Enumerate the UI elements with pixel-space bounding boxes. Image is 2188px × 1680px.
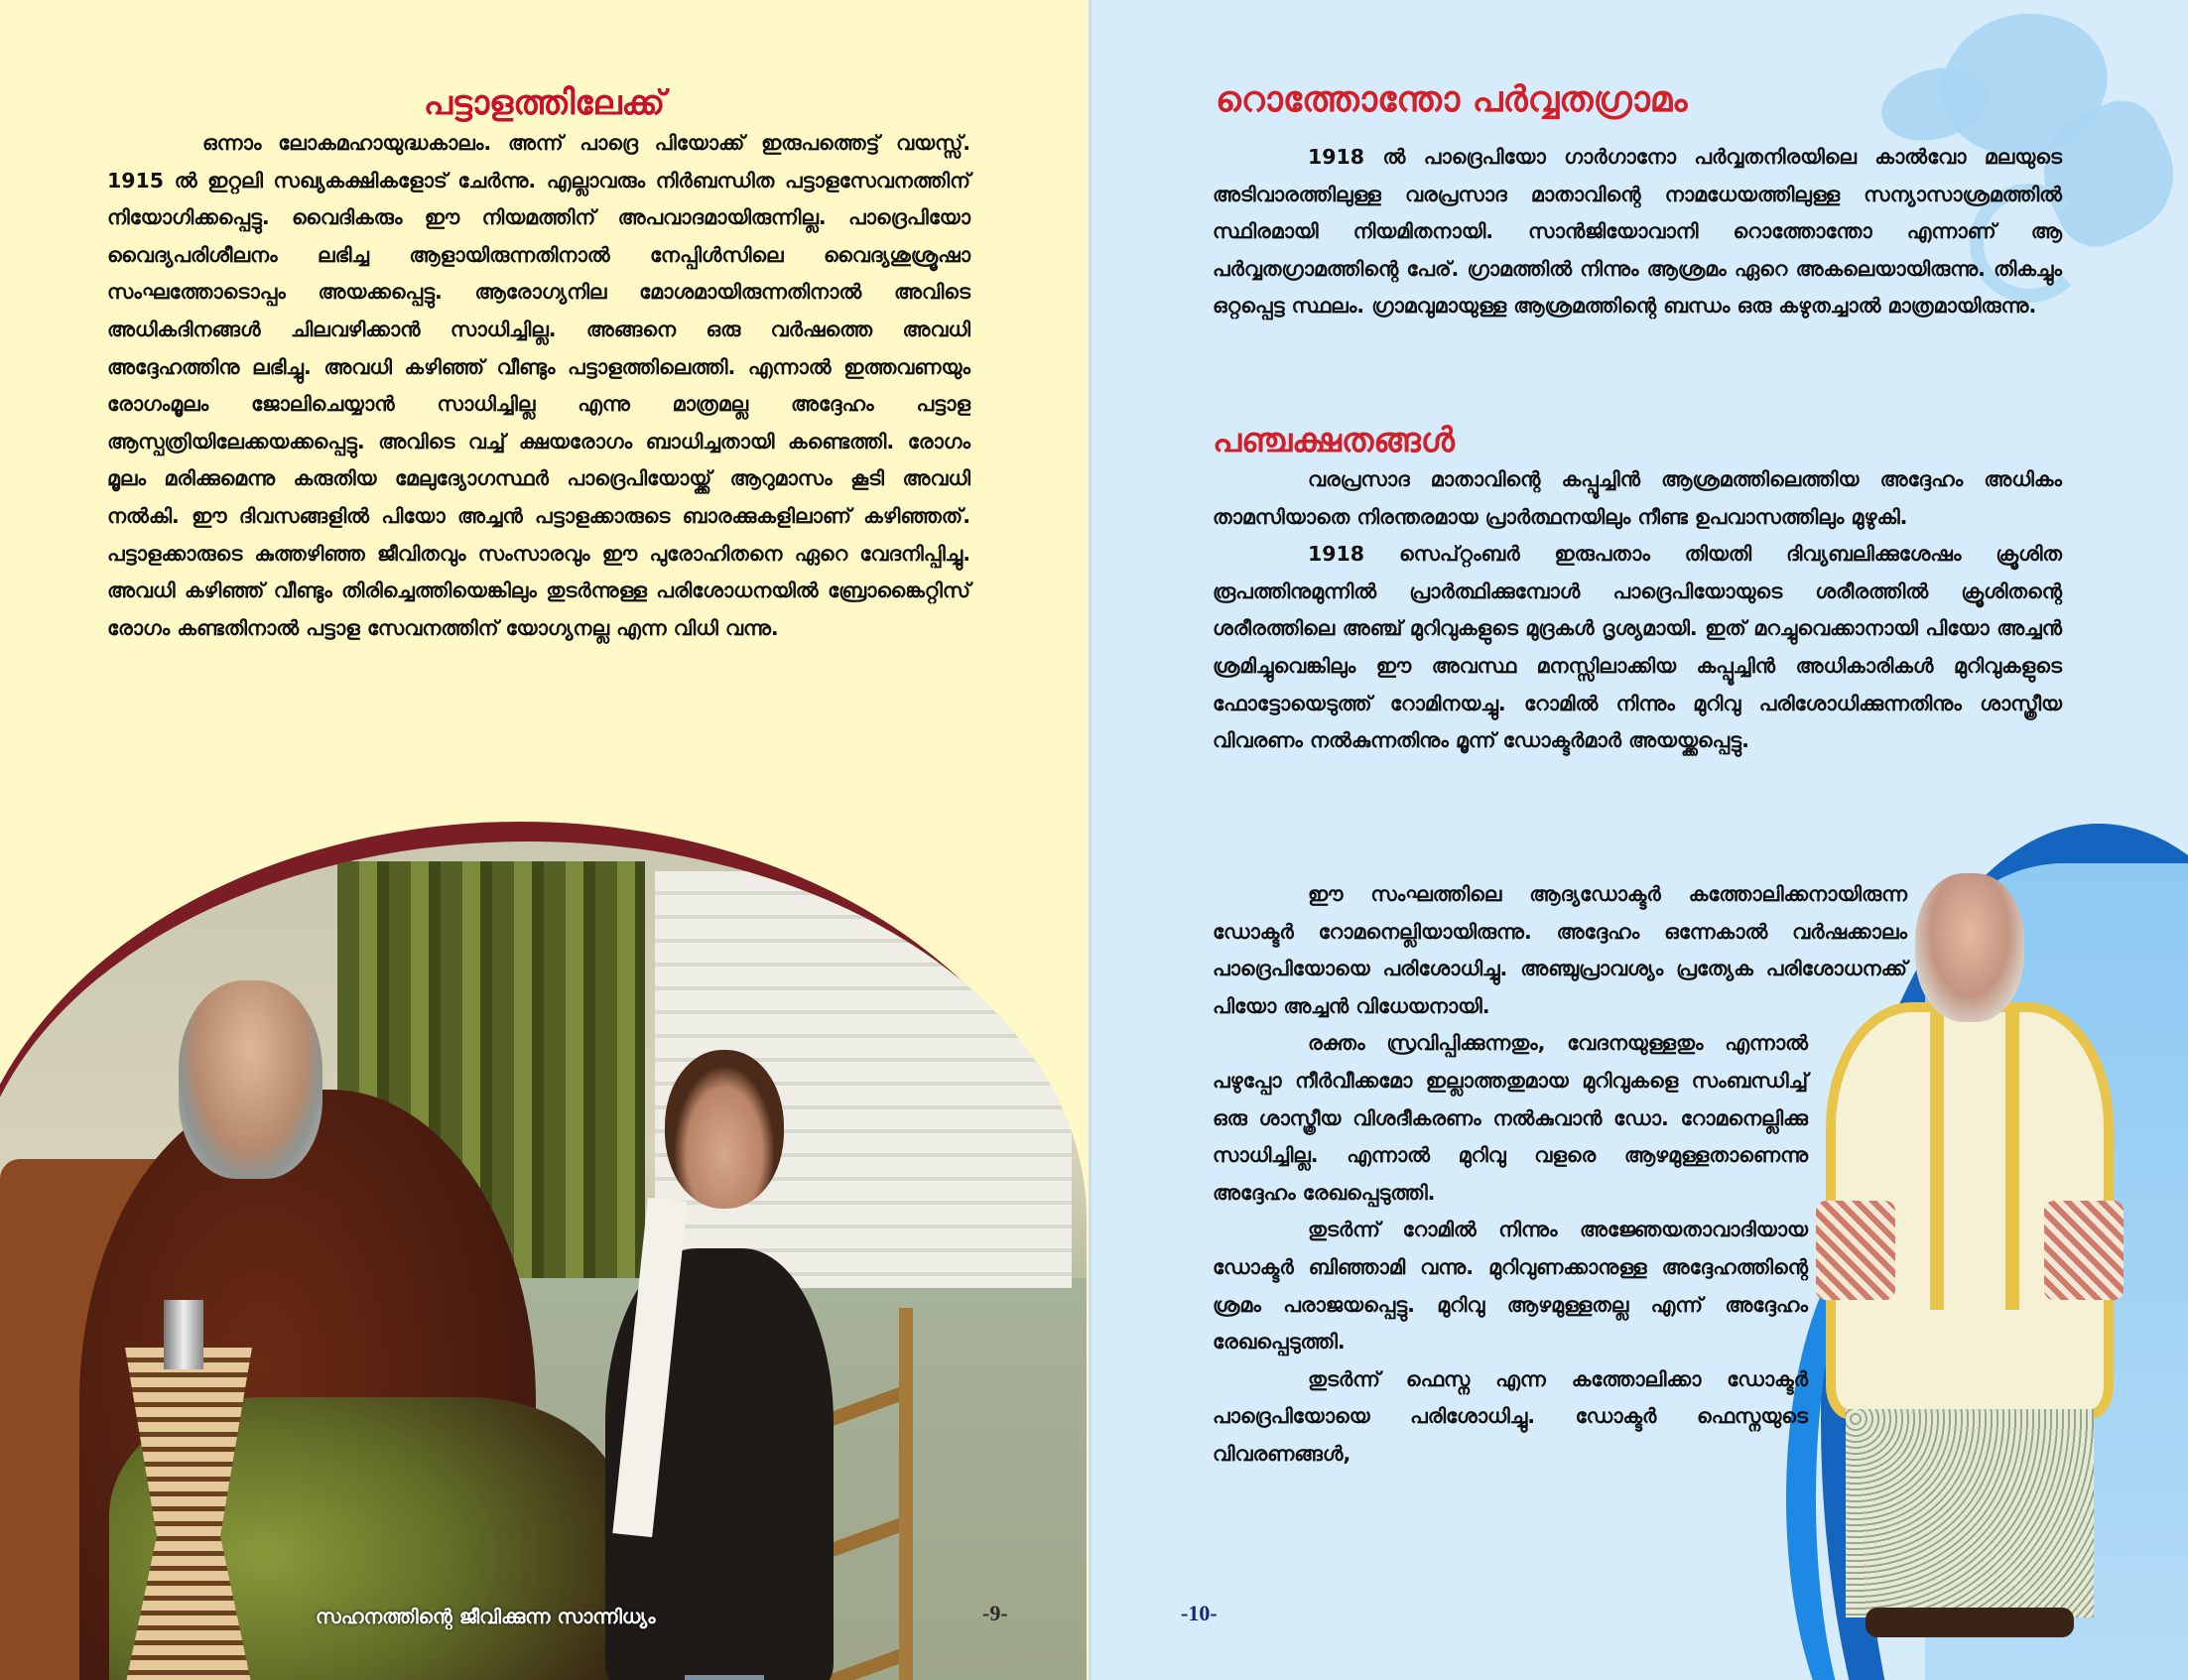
metal-cup <box>164 1300 203 1369</box>
left-page <box>0 0 1089 1680</box>
paragraph: തുടർന്ന് ഫെസ്ന എന്ന കത്തോലിക്കാ ഡോക്ടർ പാദ്രെപിയോയെ പരിശോധിച്ചു. ഡോക്ടർ ഫെസ്നയുടെ വിവരണങ്ങൾ, <box>1213 1366 1808 1466</box>
left-page-body <box>107 125 970 647</box>
section-body-rotondo <box>1213 139 2062 325</box>
paragraph: 1918 സെപ്റ്റംബർ ഇരുപതാം തിയതി ദിവ്യബലിക്കുശേഷം ക്രൂശിത രൂപത്തിനുമുന്നിൽ പ്രാർത്ഥിക്കുമ്പോൾ പാദ്രെപിയോയുടെ ശരീരത്തിൽ ക്രൂശിതന്റെ ശരീരത്തിലെ അഞ്ച് മുറിവുകളുടെ മുദ്രകൾ ദൃശ്യമായി. ഇത് മറച്ചുവെക്കാനായി പിയോ അച്ചൻ ശ്രമിച്ചുവെങ്കിലും ഈ അവസ്ഥ മനസ്സിലാക്കിയ കപ്പൂച്ചിൻ അധികാരികൾ മുറിവുകളുടെ ഫോട്ടോയെടുത്ത് റോമിനയച്ചു. റോമിൽ നിന്നും മുറിവു പരിശോധിക്കുന്നതിനും ശാസ്ത്രീയ വിവരണം നൽകുന്നതിനും മൂന്ന് ഡോക്ടർമാർ അയയ്ക്കപ്പെട്ടു. <box>1213 542 2062 753</box>
priest-head <box>1915 873 2024 1022</box>
padre-pio-with-boy-photo <box>0 822 1089 1680</box>
paragraph: തുടർന്ന് റോമിൽ നിന്നും അജ്ഞേയതാവാദിയായ ഡോക്ടർ ബിഞ്ഞാമി വന്നു. മുറിവുണക്കാനുള്ള അദ്ദേഹത്തിന്റെ ശ്രമം പരാജയപ്പെട്ടു. മുറിവു ആഴമുള്ളതല്ല എന്ന് അദ്ദേഹം രേഖപ്പെടുത്തി. <box>1213 1218 1808 1355</box>
paragraph: രക്തം സ്രവിപ്പിക്കുന്നതും, വേദനയുള്ളതും എന്നാൽ പഴുപ്പോ നീർവീക്കമോ ഇല്ലാത്തതുമായ മുറിവുകളെ സംബന്ധിച്ച് ഒരു ശാസ്ത്രീയ വിശദീകരണം നൽകുവാൻ ഡോ. റോമനെല്ലിക്കു സാധിച്ചില്ല. എന്നാൽ മുറിവു വളരെ ആഴമുള്ളതാണെന്നു അദ്ദേഹം രേഖപ്പെടുത്തി. <box>1213 1031 1808 1205</box>
section-heading-stigmata: പഞ്ചക്ഷതങ്ങൾ <box>1213 421 1455 460</box>
page-number-left: -9- <box>982 1601 1008 1625</box>
paragraph: വരപ്രസാദ മാതാവിന്റെ കപ്പൂച്ചിൻ ആശ്രമത്തിലെത്തിയ അദ്ദേഹം അധികം താമസിയാതെ നിരന്തരമായ പ്രാർത്ഥനയിലും നീണ്ട ഉപവാസത്തിലും മുഴുകി. <box>1213 467 2062 529</box>
monk-head <box>179 980 322 1179</box>
section-body-stigmata <box>1213 461 2062 760</box>
book-title-footer: സഹനത്തിന്റെ ജീവിക്കുന്ന സാന്നിധ്യം <box>316 1605 656 1628</box>
boy-head <box>665 1050 784 1209</box>
left-page-heading: പട്ടാളത്തിലേക്ക് <box>423 83 666 123</box>
page-number-right: -10- <box>1181 1601 1218 1625</box>
paragraph: ഒന്നാം ലോകമഹായുദ്ധകാലം. അന്ന് പാദ്രെ പിയോക്ക് ഇരുപത്തെട്ട് വയസ്സ്. 1915 ൽ ഇറ്റലി സഖ്യകക്ഷികളോട് ചേർന്നു. എല്ലാവരും നിർബന്ധിത പട്ടാളസേവനത്തിന് നിയോഗിക്കപ്പെട്ടു. വൈദികരും ഈ നിയമത്തിന് അപവാദമായിരുന്നില്ല. പാദ്രെപിയോ വൈദ്യപരിശീലനം ലഭിച്ച ആളായിരുന്നതിനാൽ നേപ്പിൾസിലെ വൈദ്യശുശ്രൂഷാ സംഘത്തോടൊപ്പം അയക്കപ്പെട്ടു. ആരോഗ്യനില മോശമായിരുന്നതിനാൽ അവിടെ അധികദിനങ്ങൾ ചിലവഴിക്കാൻ സാധിച്ചില്ല. അങ്ങനെ ഒരു വർഷത്തെ അവധി അദ്ദേഹത്തിനു ലഭിച്ചു. അവധി കഴിഞ്ഞ് വീണ്ടും പട്ടാളത്തിലെത്തി. എന്നാൽ ഇത്തവണയും രോഗംമൂലം ജോലിചെയ്യാൻ സാധിച്ചില്ല എന്നു മാത്രമല്ല അദ്ദേഹം പട്ടാള ആസ്പത്രിയിലേക്കയക്കപ്പെട്ടു. അവിടെ വച്ച് ക്ഷയരോഗം ബാധിച്ചതായി കണ്ടെത്തി. രോഗം മൂലം മരിക്കുമെന്നു കരുതിയ മേലുദ്യോഗസ്ഥർ പാദ്രെപിയോയ്ക്ക് ആറുമാസം കൂടി അവധി നൽകി. ഈ ദിവസങ്ങളിൽ പിയോ അച്ചൻ പട്ടാളക്കാരുടെ ബാരക്കുകളിലാണ് കഴിഞ്ഞത്. പട്ടാളക്കാരുടെ കുത്തഴിഞ്ഞ ജീവിതവും സംസാരവും ഈ പുരോഹിതനെ ഏറെ വേദനിപ്പിച്ചു. അവധി കഴിഞ്ഞ് വീണ്ടും തിരിച്ചെത്തിയെങ്കിലും തുടർന്നുള്ള പരിശോധനയിൽ ബ്രോങ്കൈറ്റിസ് രോഗം കണ്ടതിനാൽ പട്ടാള സേവനത്തിന് യോഗ്യനല്ല എന്ന വിധി വന്നു. <box>107 131 970 640</box>
section-heading-rotondo: റൊത്തോന്തോ പർവ്വതഗ്രാമം <box>1216 79 1688 120</box>
section-body-doctors <box>1213 876 1907 1474</box>
paragraph: ഈ സംഘത്തിലെ ആദ്യഡോക്ടർ കത്തോലിക്കനായിരുന്ന ഡോക്ടർ റോമനെല്ലിയായിരുന്നു. അദ്ദേഹം ഒന്നേകാൽ വർഷക്കാലം പാദ്രെപിയോയെ പരിശോധിച്ചു. അഞ്ചുപ്രാവശ്യം പ്രത്യേക പരിശോധനക്ക് പിയോ അച്ചൻ വിധേയനായി. <box>1213 882 1907 1018</box>
paragraph: 1918 ൽ പാദ്രെപിയോ ഗാർഗാനോ പർവ്വതനിരയിലെ കാൽവോ മലയുടെ അടിവാരത്തിലുള്ള വരപ്രസാദ മാതാവിന്റെ നാമധേയത്തിലുള്ള സന്യാസാശ്രമത്തിൽ സ്ഥിരമായി നിയമിതനായി. സാൻജിയോവാനി റൊത്തോന്തോ എന്നാണ് ആ പർവ്വതഗ്രാമത്തിന്റെ പേര്. ഗ്രാമത്തിൽ നിന്നും ആശ്രമം ഏറെ അകലെയായിരുന്നു. തികച്ചും ഒറ്റപ്പെട്ട സ്ഥലം. ഗ്രാമവുമായുള്ള ആശ്രമത്തിന്റെ ബന്ധം ഒരു കഴുതച്ചാൽ മാത്രമായിരുന്നു. <box>1213 145 2062 319</box>
